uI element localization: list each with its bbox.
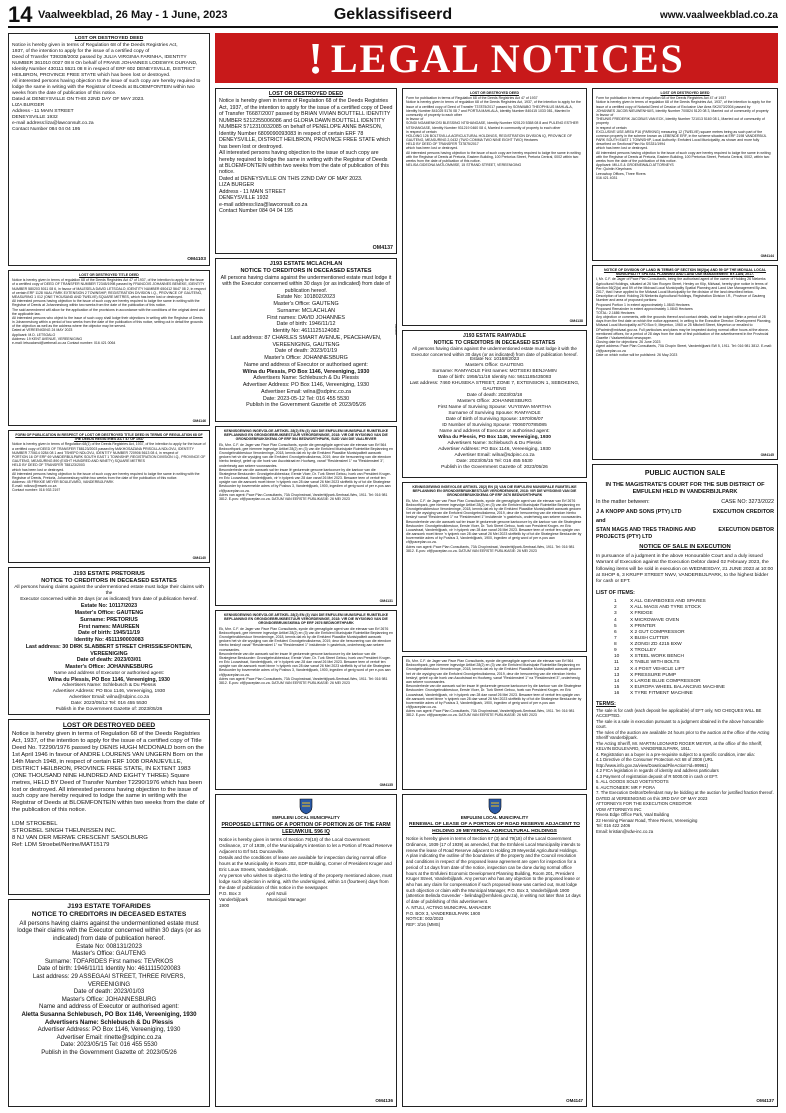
list-item: 9 X TROLLEY [614,648,657,654]
list-item: 12 X 4 POST VEHICLE LIFT [614,666,685,672]
estate-line: Surname: TOFARIDES First names: TEVRKOS [44,957,174,965]
notice-title: KENNISGEWING INGEVOLGE ARTIKEL 28(2) EN (3) VAN DIE EMFULENI MUNISIPALE RUIMTELIKE BEPLANNING EN GRONDGEBRUIKBESTUUR VERORDENINGE, 2018: VIR DIE WYSIGING VAN DIE GRONDGEBRUIKSKEMA OP ERF 2676 BEDWORTHPARK [223,613,389,626]
estate-line: Name and address of Executor or authorised agent: [244,361,368,368]
notice-ref: OM4137 [756,1098,774,1104]
estate-line: J193 ESTATE PRETORIUS [73,571,145,577]
estate-line: All persons having claims against the undermentioned estate must lodge their claims with the Executor concerned within 30 days (or as indicated) from date of publication hereof. [17,919,201,942]
estate-line: Identity No: 4611125124082 [272,328,340,335]
notice-emfuleni-renewal [402,794,587,1107]
estate-line: Master's Office: GAUTENG [72,950,146,958]
estate-line: Advertisers Name: Schlebusch & Du Plessis [44,1018,174,1026]
estate-line: J193 ESTATE TOFARIDES [67,903,151,910]
notice-emfuleni-letting [215,794,397,1107]
municipal-logo [219,797,393,820]
estate-line: Surname: RAMYADLE First names: MOTSEKI BENJAMIN [432,369,557,375]
estate-line: Date of birth: 1956/11/18 Identity No: 5611185435083 [437,375,552,381]
estate-line: NOTICE TO CREDITORS IN DECEASED ESTATES [31,911,187,919]
estate-line: Date: 2023/05/15 Tel: 016 455 5530 [456,458,533,464]
estate-line: Master's Office: JOHANNESBURG [65,664,153,671]
estate-line: Last address: 87 CHARLES SMART AVENUE, PEACEHAVEN, VEREENIGING, GAUTENG [230,334,382,348]
notice-ref: OM4145 [760,452,774,457]
legal-notices-banner [215,33,778,83]
page-header [8,2,778,28]
list-item: 6 X 2 GUT COMPRESSOR [614,629,685,635]
terms-body: The sale is for cash (each deposit fee applicable) of EFT only, NO CHEQUES WILL BE ACCEPTED. The sale is a sale in execution pursuant to a judgment obtained in the above honourable court. The rules of the auction are available 24 hours prior to the auction at the office of the Acting Sheriff Vanderbijlpark. The Acting Sheriff, Mr. MARTIN LEONARD ROGER MEYER, at the office of the Sheriff, KELVIN BOULEVARD, VANDERBIJLPARK, 1911. 4. Registration as a buyer is a pre-requisite subject to a specific condition, inter alia: 4.1 Directive of the Consumer Protection Act 68 of 2008 (URL http://www.info.gov.za/view/DownloadFileAction?id=99961) 4.2 FICA legislation in regards of identity and address particulars 4.3 Payment of registration deposit of R 5000.00 in cash or EFT. 5. ALL GOODS SOLD VOETSTOOTS 6. AUCTIONEER: MR F PORA 7. The Execution Debtor/Defendant may be bidding at the auction for justified fraction thereof. DATED at VEREENIGING on this 3RD DAY OF MAY 2023 ATTORNEYS FOR THE EXECUTION CREDITOR VDW ATTORNEYS INC Rivera Edge Office Park, Vaal Building 22 Henning Pienaar Road, Three Rivers, Vereeniging Tel: 016 422 2406 Email: kristian@vdw-inc.co.za [596,707,774,834]
terms-title: TERMS: [596,701,616,708]
auction-title: PUBLIC AUCTION SALE [644,470,726,477]
notice-lost-deed-3 [402,88,587,326]
debtor-row [596,527,774,541]
notice-estate-tofarides [8,899,210,1107]
creditor-role: EXECUTION CREDITOR [713,509,774,516]
estate-line: Advertisers Name: Schlebusch & Du Plessis [253,375,359,382]
publication-date: Vaalweekblad, 26 May - 1 June, 2023 [38,9,228,21]
estate-line: Wilna du Plessis, PO Box 1146, Vereeniging, 1930 [438,435,551,441]
emfuleni-crest-icon [298,797,314,815]
estate-line: Date of birth: 1946/11/12 [276,321,336,328]
notice-title: NOTICE OF DIVISION OF LAND IN TERMS OF SECTION 56(2)(a) AND 59 OF THE MIDVAAL LOCAL MUNICIPALITY SPATIAL PLANNING AND LAND USE MANAGEMENT BY-LAW, 2017. [603,268,767,277]
estate-line: First Name of Surviving Spouse: VUYISWA MARTHA [437,405,552,411]
sale-body: In pursuance of a judgment in the above Honourable Court and a duly issued Warrant of Execution against the Execution Debtor dated 02 February 2023, the following items will be sold in execution on WEDNESDAY, 21 JUNE 2023 at 10:00 at SHOP 6, 3 KRUPP STREET NWV, VANDERBIJLPARK, to the highest bidder for cash or EFT. [596,554,775,585]
municipal-logo [406,797,583,820]
estate-line: Advertiser Address: PO Box 1146, Vereeniging, 1930 [242,382,370,389]
notice-body: Ek, Mnr. C.F. de Jager van Pace Plan Consultants, synde die gemagtigde agent van die eienaar van Erf 564 Bedworthpark, gee hiermee ingevolge Artikel 28(2) en (3) van die Emfuleni Munisipale Ruimtelike Beplanning en Grondgebruikbestuur Verordeninge, 2018, kennis dat ek by die Emfuleni Plaaslike Munisipaliteit aansoek gedoen het vir die wysiging van die Emfuleni Grondgebruikskema, 2019, deur die hersonering van die eiendom hierbo beskryf, geleë op die hoek van Ascotstraat en Hoofweg, vanaf "Residensieel 1" na "Residensieel 3", onderhewig aan sekere voorwaardes. Besonderhede van die aansoek sal ter insae lê gedurende gewone kantoorure by die kantoor van die Strategiese Bestuurder: Grondgebruikbestuur, Eerste Vloer, Dr. Turk Street Gebou, hoek van President Kruger- en Eric Louwstraat, Vanderbijlpark, vir 'n tydperk van 28 dae vanaf 26 Mei 2023. Besware teen of vertoë ten opsigte van die aansoek moet binne 'n tydperk van 28 dae vanaf 26 Mei 2023 skriftelik by of tot die Strategiese Bestuurder by bovermelde adres of by Posbus 3, Vanderbijlpark, 1900, ingedien of gerig word of per e-pos aan cf@paceplan.co.za. Adres van agent: Pace Plan Consultants, 70A Chopinstraat, Vanderbijlpark-Sentraal-Wes, 1911. Tel: 016 981 3812. E-pos: cf@paceplan.co.za. DATUM VAN EERSTE PUBLIKASIE: 26 MEI 2023 [406,659,582,718]
list-item: 4 X MICROWAVE OVEN [614,617,680,623]
list-item: 13 X PRESSURE PUMP [614,672,677,678]
estate-line: Name and address of Executor or authorised agent: [53,670,165,676]
estate-line: Publish in the Government Gazette of: 2023/05/26 [41,1049,177,1057]
estate-line: NOTICE TO CREDITORS IN DECEASED ESTATES [41,578,177,585]
notice-ref: OM4147 [566,1098,583,1104]
estate-line: Estate No: 10168/2023 [469,357,520,363]
notice-division-of-land [592,265,778,460]
estate-line: Surname: PRETORIUS [80,616,138,623]
exclamation-icon: ! [308,33,325,83]
estate-line: Surname of Surviving Spouse: RAMYADLE [448,411,541,417]
notice-title: LOST OR DESTROYED DEED [469,91,519,95]
notice-body: Notice is hereby given in terms of Regulation 68 of the Deeds Registries Act, 1937, of the intention to apply for the issue of a certified copy of Deed of Transfer T39338/2002 passed by JULIA VIRGINIA FARINHA, IDENTITY NUMBER 361010 0027 08 8 On behalf of FRANS JOHANNES LODEWYK DURAND, Identity Number 430111 5521 08 8 in respect of ERF 602 DENEYSVILLE, DISTRICT HEILBRON, PROVINCE FREE STATE which has been lost or destroyed. All interested persons having objection to the issue of such copy are hereby required to lodge the same in writing with the Registrar of Deeds at BLOEMFONTEIN within two weeks from the date of publication of this notice. Dated at DENEYSVILLE ON THIS 22ND DAY OF MAY 2023. LIZA BURGER Address - 11 MAIN STREET DENEYSVILLE 1932 e-mail address:liza@lawconsult.co.za Contact Number 084 04 04 195 [12,42,201,132]
emfuleni-crest-icon [487,797,503,815]
estate-line: Master's Office: JOHANNESBURG [457,399,532,405]
estate-line: Date of death: 2023/03/01 [76,657,142,664]
notice-body: Ek, Mnr. C.F. de Jager van Pace Plan Consultants, synde die gemagtigde agent van die eienaar van Erf 2676 Bedworthpark, gee hiermee ingevolge Artikel 28(2) en (3) van die Emfuleni Munisipale Ruimtelike Beplanning en Grondgebruikbestuur Verordeninge, 2018, kennis dat ek by die Emfuleni Plaaslike Munisipaliteit aansoek gedoen het vir die wysiging van die Emfuleni Grondgebruikskema, 2019, deur die hersonering van die eiendom hierbo beskryf vanaf "Residensieel 1" na "Residensieel 1" insluitende 'n gastehuis, onderhewig aan sekere voorwaardes. Besonderhede van die aansoek sal ter insae lê gedurende gewone kantoorure by die kantoor van die Strategiese Bestuurder: Grondgebruikbestuur, Eerste Vloer, Dr. Turk Street Gebou, hoek van President Kruger- en Eric Louwstraat, Vanderbijlpark, vir 'n tydperk van 28 dae vanaf 26 Mei 2023. Besware teen of vertoë ten opsigte van die aansoek moet binne 'n tydperk van 28 dae vanaf 26 Mei 2023 skriftelik by of tot die Strategiese Bestuurder by bovermelde adres of by Posbus 3, Vanderbijlpark, 1900, ingedien of gerig word of per e-pos aan cf@paceplan.co.za. Adres van agent: Pace Plan Consultants, 70A Chopinstraat, Vanderbijlpark-Sentraal-Wes, 1911. Tel: 016 981 3812. E-pos: cf@paceplan.co.za. DATUM VAN EERSTE PUBLIKASIE: 26 MEI 2023 [406,498,583,553]
estate-line: Name and address of Executor or authorised agent: [39,1003,179,1011]
estate-line: Name and address of Executor or authorised agent: [439,429,550,435]
estate-line: Surname: MCLACHLAN [276,307,336,314]
notice-ref: OM4137 [372,244,393,251]
notice-ref: OM4131 [379,598,393,603]
estate-line: Publish in the Government Gazette of: 2023/05/26 [246,402,366,409]
page-number: 14 [8,2,33,27]
estate-line: Publish in the Government Gazette of: 2023/05/26 [55,707,163,713]
notice-title: KENNISGEWING INGEVOLGE ARTIKEL 28(2) EN (3) VAN DIE EMFULENI MUNISIPALE RUIMTELIKE BEPLANNING EN GRONDGEBRUIKBESTUUR VERORDENINGE, 2018: VIR DIE WYSIGING VAN DIE GRONDGEBRUIKSKEMA OP ERF 564 BEDWORTHPARK, SUID VAN DIE VAALRIVIER [223,429,389,442]
notice-kennisgewing-col3 [402,482,587,652]
estate-line: Estate No: 008131/2023 [76,942,142,950]
estate-line: Advertiser Email: wilna@sdpinc.co.za [68,695,150,701]
municipality-name: EMFULENI LOCAL MUNICIPALITY [272,815,340,820]
notice-title: LOST OR DESTROYED DEED [74,36,144,41]
estate-line: All persons having claims against the undermentioned estate must lodge it with the Executor concerned within 30 days (or as indicated) from date of publication hereof. [411,346,578,357]
list-item: 15 X EUROPA WHEEL BALANCING MACHINE [614,684,725,690]
notice-kennisgewing-col3-extra [402,656,587,790]
estate-line: Identity No: 4511190003083 [74,637,144,644]
estate-line: Date of death: 2023/01/19 [274,348,338,355]
notice-lost-deed-4 [592,88,778,261]
estate-line: Executor concerned within 30 days (or as indicated) from date of publication hereof. [20,597,198,603]
estate-line: Date: 2023/05/15 Tel: 016 455 5530 [60,1041,158,1049]
estate-line: Aletta Susanna Schlebusch, PO Box 1146, Vereeniging, 1930 [21,1011,197,1019]
notice-estate-pretorius [8,567,210,715]
estate-line: Date of birth: 1945/11/19 [78,630,140,637]
estate-line: First names: DAVID JOHANNES [266,314,346,321]
notice-body: Notice is hereby given in terms of Section 67 (3) and 79(18) of the Local Government Ordinance, 1939 (17 of 1939) as amended, that the Emfuleni Local Municipality intends to renew the lease of Road Reserve adjacent to Holding 29 Meyerdal Agricultural Holdings. A plan indicating the outline of the boundaries of the property and the Council resolution and conditions in respect of the proposed lease agreement are open for inspection for a period of 14 days from date of the notice, inspection can be done during normal office hours at the Emfuleni Economic Development Planning Building, Room 201, President Kruger Street, Vanderbijlpark. Any person who has any objection to the proposed lease or who has any claim for compensation if such proposed lease was carried out, must lodge such objection or claim with the Municipal Manager, P.O. Box 3, Vanderbijlpark 1900 (attention Belinda Govender - belindag@emfuleni.gov.za), in writing not later than 14 days of date of publishing of this advertisement. A. NTULI, ACTING MUNICIPAL MANAGER P.O. BOX 3, VANDERBIJLPARK 1900 NOTICE: 002/2023 REF: 3/16 (MMS) [406,836,581,927]
notice-body: Notice is hereby given in terms of Regulation 68(1) of the Deeds Registries Act, 1937, of the intention to apply for the issue of a certified copy of DEED OF TRANSFER T88123/2003 passed by MAKHOSAZANA PRISCILLA NDLOVU, IDENTITY NUMBER 770614 0284 08 1 and TSHEPO NDLOVU, IDENTITY NUMBER 720906 5613 08 4, in respect of PORTION 16 OF ERF 69 VANDERBIJLPARK SOUTH EAST 1 TOWNSHIP, REGISTRATION DIVISION I.Q., PROVINCE OF GAUTENG, MEASURING 890 (EIGHT HUNDRED AND NINETY) SQUARE METRES HELD BY DEED OF TRANSFER T88123/2003 which has been lost or destroyed. All interested persons having objection to the issue of such copy are hereby required to lodge the same in writing with the Registrar of Deeds, Pretoria, Johannesburg within two weeks from the date of the publication of this notice. Address: 45 FRIKKIE MEYER BOULEVARD, VANDERBIJLPARK E-mail: ndlovu@mweb.co.za Contact number: 016 933 2197 [12,442,206,493]
notice-lost-title-deed [8,270,210,426]
estate-line: Advertisers Name: Schlebusch & Du Plessis [447,441,542,447]
notice-ref: OM4136 [375,1098,393,1104]
list-item: 14 X LARGE BLUE COMPRESSOR [614,678,701,684]
section-title: Geklassifiseerd [333,6,453,23]
notice-ref: OM4135 [379,782,393,787]
estate-line: All persons having claims against the undermentioned estate must lodge their claims with the [14,585,204,597]
estate-line: NOTICE TO CREDITORS IN DECEASED ESTATES [240,267,372,274]
notice-body: Ek, Mnr. C.F. de Jager van Pace Plan Consultants, synde die gemagtigde agent van die eienaar van Erf 564 Bedworthpark, gee hiermee ingevolge Artikel 28(2) en (3) van die Emfuleni Munisipale Ruimtelike Beplanning en Grondgebruikbestuur Verordeninge, 2018, kennis dat ek by die Emfuleni Plaaslike Munisipaliteit aansoek gedoen het vir die wysiging van die Emfuleni Grondgebruikskema, 2019, deur die hersonering van die eiendom hierbo beskryf, geleë op die hoek van Ascotstraat en Hoofweg, vanaf "Residensieel 1" na "Residensieel 3", onderhewig aan sekere voorwaardes. Besonderhede van die aansoek sal ter insae lê gedurende gewone kantoorure by die kantoor van die Strategiese Bestuurder: Grondgebruikbestuur, Eerste Vloer, Dr. Turk Street Gebou, hoek van President Kruger- en Eric Louwstraat, Vanderbijlpark, vir 'n tydperk van 28 dae vanaf 26 Mei 2023. Besware teen of vertoë ten opsigte van die aansoek moet binne 'n tydperk van 28 dae vanaf 26 Mei 2023 skriftelik by of tot die Strategiese Bestuurder by bovermelde adres of by Posbus 3, Vanderbijlpark, 1900, ingedien of gerig word of per e-pos aan cf@paceplan.co.za. Adres van agent: Pace Plan Consultants, 70A Chopinstraat, Vanderbijlpark-Sentraal-Wes, 1911. Tel: 016 981 3812. E-pos: cf@paceplan.co.za. DATUM VAN EERSTE PUBLIKASIE: 26 MEI 2023 [219,442,393,501]
debtor-name: STAN MAGS AND TRES TRADING AND PROJECTS (PTY) LTD [596,526,696,540]
estate-line: Date: 2023/05/12 Tel: 016 455 5530 [70,701,148,707]
notice-estate-mclachlan [215,258,397,422]
notice-title: RENEWAL OF LEASE OF A PORTION OF ROAD RESERVE ADJACENT TO HOLDING 29 MEYERDAL AGRICULTURAL HOLDINGS [409,822,580,834]
estate-line: Advertiser Address: PO Box 1146, Vereeniging, 1930 [52,689,166,695]
notice-body: Notice is hereby given in terms of regulation 68 of the Deeds Registries Act 47 of 1937, of the intention to apply for the issue of a certified copy of DEED OF TRANSFER NUMBER T2345/1998 passed by FRANCOIS JOHANNES BENEKE, IDENTITY NUMBER 580203 5011 08 6, in favour of MALESELA DAVID LETSOALO, IDENTITY NUMBER 650412 5647 08 2, in respect of certain ERF 1128 VAAL PARK EXTENSION 2 TOWNSHIP, REGISTRATION DIVISION I.Q., PROVINCE OF GAUTENG, MEASURING 1 012 (ONE THOUSAND AND TWELVE) SQUARE METRES, which has been lost or destroyed. All interested persons having objection to the issue of such copy are hereby required to lodge the same in writing with the Registrar of Deeds at Johannesburg within two weeks from the date of the publication of this notice. The said amendment will allow for the application of the provisions in accordance with the conditions of the original deed and the applicable law. All interested persons who object to the issue of such copy shall lodge their objections in writing with the Registrar of Deeds in Johannesburg within a period of two weeks from the date of the publication of this notice, setting out in detail the grounds of the objection as well as the address where the objector may be served. Dated at VEREENIGING 24 MAY 2023 Applicant: M.D. LETSOALO Address: 19 KENT AVENUE, VEREENIGING e-mail: letsoalomd@webmail.co.za Contact number: 016 421 0064 [12,278,206,345]
notice-title: LOST OR DESTROYED DEED [62,722,156,729]
and-label: and [596,518,606,525]
case-row [596,499,774,506]
estate-line: J193 ESTATE MCLACHLAN [269,261,343,267]
estate-line: First names: MAUREEN [78,623,140,630]
notice-body: Ek, Mnr. C.F. de Jager van Pace Plan Consultants, synde die gemagtigde agent van die eienaar van Erf 2676 Bedworthpark, gee hiermee ingevolge Artikel 28(2) en (3) van die Emfuleni Munisipale Ruimtelike Beplanning en Grondgebruikbestuur Verordeninge, 2018, kennis dat ek by die Emfuleni Plaaslike Munisipaliteit aansoek gedoen het vir die wysiging van die Emfuleni Grondgebruikskema, 2019, deur die hersonering van die eiendom hierbo beskryf vanaf "Residensieel 1" na "Residensieel 1" insluitende 'n gastehuis, onderhewig aan sekere voorwaardes. Besonderhede van die aansoek sal ter insae lê gedurende gewone kantoorure by die kantoor van die Strategiese Bestuurder: Grondgebruikbestuur, Eerste Vloer, Dr. Turk Street Gebou, hoek van President Kruger- en Eric Louwstraat, Vanderbijlpark, vir 'n tydperk van 28 dae vanaf 26 Mei 2023. Besware teen of vertoë ten opsigte van die aansoek moet binne 'n tydperk van 28 dae vanaf 26 Mei 2023 skriftelik by of tot die Strategiese Bestuurder by bovermelde adres of by Posbus 3, Vanderbijlpark, 1900, ingedien of gerig word of per e-pos aan cf@paceplan.co.za. Adres van agent: Pace Plan Consultants, 70A Chopinstraat, Vanderbijlpark-Sentraal-Wes, 1911. Tel: 016 981 3812. E-pos: cf@paceplan.co.za. DATUM VAN EERSTE PUBLIKASIE: 26 MEI 2023 [219,626,393,685]
list-item: 5 X PRINTER [614,623,656,629]
municipality-name: EMFULENI LOCAL MUNICIPALITY [460,815,529,820]
notice-kennisgewing-erf-564 [215,426,397,606]
estate-line: Last address: 29 ASSEGAAI STREET, THREE RIVERS, VEREENIGING [32,972,186,988]
estate-line: Estate No: 10117/2023 [80,603,138,610]
notice-title: LOST OR DESTROYED DEED [268,91,344,97]
notice-body: I, Mr. C.F. de Jager of Pace Plan Consultants, being the authorised agent of the owner of Holding 26 Niekerks Agricultural Holdings, situated at 26 Van Rooyen Street, Henley on Klip, Midvaal, hereby give notice in terms of Section 56(2)(a) and 59 of the Midvaal Local Municipality Spatial Planning and Land Use Management By-law, 2017, that I have applied to the Midvaal Local Municipality for the division of the land described below. Description of land: Holding 26 Niekerks Agricultural Holdings, Registration Division I.R., Province of Gauteng Number and area of proposed portions: Proposed Portion 1 in extent approximately 1.0843 Hectares Proposed Remainder in extent approximately 1.0843 Hectares TOTAL: 2.1686 Hectares Any objection or comments, with the grounds thereof and contact details, shall be lodged within a period of 28 days from the first date on which the notice appeared, in writing to the Executive Director: Development Planning, Midvaal Local Municipality at PO Box 9, Meyerton, 1960 or 25 Mitchell Street, Meyerton or emailed to DPadmin@midvaal.gov.za. Full particulars and plans may be inspected during normal office hours at the above-mentioned offices, for a period of 28 days from the date of first publication of the advertisement in the Provincial Gazette / Vaalweekblad newspaper. Closing date for objections: 26 June 2023 Agent address: Pace Plan Consultants, 70A Chopin Street, Vanderbijlpark SW 5, 1911. Tel: 016 981 3812. E-mail: cf@paceplan.co.za Date on which notice will be published: 26 May 2023 [596,277,772,357]
estate-line: Publish in the Government Gazette of: 2023/05/26 [441,464,548,470]
notice-estate-ramyadle [402,330,587,478]
list-item: 7 X BUSH CUTTER [614,635,669,641]
sale-title: NOTICE OF SALE IN EXECUTION [639,543,731,550]
notice-ref: OM4138 [569,318,583,323]
notice-form-of-publication [8,430,210,563]
banner-title: LEGAL NOTICES [330,35,685,81]
notice-title: FORM OF PUBLICATION IN RESPECT OF LOST OR DESTROYED TITLE DEED IN TERMS OF REGULATION 68 OF THE DEEDS REGISTRIES ACT 47 OF 1937 [15,433,203,442]
list-item: 2 X ALL MAGS AND TYRE STOCK [614,605,702,611]
list-item: 11 X TABLE WITH BOLTS [614,660,680,666]
list-item: 1 X ALL GEARBOXES AND SPARES [614,599,706,605]
items-list [614,599,774,697]
notice-title: PROPOSED LETTING OF A PORTION OF PORTION 26 OF THE FARM LEEUWKUIL 596 IQ [221,822,391,836]
notice-ref: OM4146 [192,418,206,423]
case-number: CASE NO: 3273/2022 [721,499,774,506]
notice-body: Notice is hereby given in terms of Section 79(18) of the Local Government Ordinance, 17 of 1939, of the Municipality's intention to let a Portion of Road Reserve Adjacent to Erf 541 Duncanville. Details and the conditions of lease are available for inspection during normal office hours at the Municipality in Room 202, EDP Building, Corner of President Kruger and Eric Louw Streets, Vanderbijlpark. Any person who wishes to object to the letting of the property mentioned above, must lodge such objection in writing, with the undersigned, within 14 (fourteen) days from the date of publication of this notice in the newspaper. P.O. Box 3 April Nzuli Vanderbijlpark Municipal Manager 1900 [219,836,393,908]
estate-line: Master's Office: GAUTENG [74,610,144,617]
estate-line: ID Number of Surviving Spouse: 7006070785085 [442,423,547,429]
notice-kennisgewing-erf-2676 [215,610,397,790]
notice-public-auction [592,464,778,1107]
debtor-role: EXECUTION DEBTOR [718,526,774,533]
notice-lost-deed-1 [8,33,210,266]
estate-line: J193 ESTATE RAMYADLE [462,333,527,339]
notice-ref: OM4140 [192,555,206,560]
estate-line: Date of birth: 1946/11/11 Identity No: 4611115020083 [37,965,181,973]
notice-lost-deed-oranjeville [8,719,210,895]
notice-body: Notice is hereby given in terms of Regulation 68 of the Deeds Registries Act, 1937, of the intention to apply for the issue of a certified copy of Deed of Transfer T6687/2007 passed by BRIAN VIVIAN BOUTTELL IDENTITY NUMBER 5212255006086 and GLORIA DAWN BOUTTELL IDENTITY NUMBER 5712310032085 on behalf of PENELOPE ANNE BARSON, Identity Number 6809090093083 in respect of certain ERF 78 DENEYSVILLE, DISTRICT HEILBRON, PROVINCE FREE STATE which has been lost or destroyed. All interested persons having objection to the issue of such copy are hereby required to lodge the same in writing with the Registrar of Deeds at BLOEMFONTEIN within two weeks from the date of publication of this notice. Dated at DENEYSVILLE ON THIS 22ND DAY OF MAY 2023. LIZA BURGER Address - 11 MAIN STREET DENEYSVILLE 1932 e-mail address:liza@lawconsult.co.za Contact Number 084 04 04 195 [219,98,393,215]
list-title: LIST OF ITEMS: [596,589,635,596]
estate-line: Master's Office: GAUTENG [273,301,339,308]
estate-line: Last address: 30 DIRK SLABBERT STREET CHRISSIESFONTEIN, VEREENIGING [25,643,193,657]
estate-line: Date of death: 2023/01/03 [73,988,145,996]
estate-line: Advertiser Email: wilna@sdpinc.co.za [261,388,351,395]
estate-line: Last address: 7460 KHUSEKA STREET, ZONE 7, EXTENSION 1, SEBOKENG, GAUTENG [409,381,580,393]
notice-title: KENNISGEWING INGEVOLGE ARTIKEL 28(2) EN (3) VAN DIE EMFULENI MUNISIPALE RUIMTELIKE BEPLANNING EN GRONDGEBRUIKBESTUUR VERORDENINGE, 2018: VIR DIE WYSIGING VAN DIE GRONDGEBRUIKSKEMA OP ERF 2676 BEDWORTHPARK [412,485,577,498]
notice-title: LOST OR DESTROYED TITLE DEED [79,273,139,277]
creditor-name: J A KNOPP AND SONS (PTY) LTD [596,509,682,516]
website-link[interactable]: www.vaalweekblad.co.za [659,10,778,21]
estate-line: Wilna du Plessis, PO Box 1146, Vereeniging, 1930 [48,676,170,683]
creditor-row [596,509,774,516]
estate-line: Master's Office: GAUTENG [465,363,524,369]
list-item: 3 X FRIDGE [614,611,653,617]
list-item: 8 X ZONGI ZD 4215 BXW [614,642,682,648]
list-item: 16 X TYRE FITMENT MACHINE [614,691,693,697]
estate-line: Date of death: 2023/03/18 [466,393,523,399]
estate-line: Master's Office: JOHANNESBURG [61,995,157,1003]
notice-title: LOST OR DESTROYED DEED [660,91,710,95]
notice-lost-deed-2 [215,88,397,254]
estate-line: Advertiser Email: rinette@sdpinc.co.za [56,1033,162,1041]
list-item: 10 X STEEL WORK BENCH [614,654,684,660]
estate-line: Date of Birth of Surviving Spouse: 1970/06/07 [445,417,544,423]
estate-line: Date: 2023-05-12 Tel: 016 455 5530 [262,395,350,402]
court-name: IN THE MAGISTRATE'S COURT FOR THE SUB DISTRICT OF EMFULENI HELD IN VANDERBIJLPARK [605,481,765,496]
estate-line: All persons having claims against the undermentioned estate must lodge it with the Executor concerned within 30 days (or as indicated) from date of publication hereof. [220,274,392,294]
estate-line: Master's Office: JOHANNESBURG [264,355,348,362]
estate-line: Advertiser Email: wilna@sdpinc.co.za [454,453,535,458]
estate-line: Advertiser Address: PO Box 1146, Vereeniging, 1930 [438,447,551,453]
estate-line: Estate No: 101802/2023 [276,294,336,301]
notice-ref: OM4103 [187,257,206,263]
estate-line: Wilna du Plessis, PO Box 1146, Vereeniging, 1930 [242,368,370,375]
notice-body: Form for publication in terms of regulation 68 of the Deeds Registries Act 47 of 1937 Notice is hereby given in terms of regulation 68 of the Deeds Registries Act, 1937, of the intention to apply for the issue of a certified copy of Notarial Deed of Cession of Exclusive Use Area SK2073/2004 passed by JOHANNES JACOB NIEUWENHUIS, Identity Number 700824 5120 08 3, Married out of community of property in favour of THEUNIS FREDERIK JACOBUS VAN ECK, Identity Number 721013 5160 08 1, Married out of community of property in respect of certain EXCLUSIVE USE AREA P16 (PARKING) measuring 12 (TWELVE) square metres being as such part of the common property in the scheme known as LEBENDE ERF, in the scheme situated at ERF 2198 VANDERBIJL PARK SOUTH EAST 1 TOWNSHIP, Local Authority: Emfuleni Local Municipality, as shown and more fully described on Sectional Plan No SS331/1994 which has been lost or destroyed. All interested persons having objection to the issue of such copy are hereby required to lodge the same in writing with the Registrar of Deeds at Pretoria, Eastern Building, 100 Pretorius Street, Pretoria Central, 0002, within two weeks from the date of the publication of this notice. Applicant: MILLS & GROENEWALD ATTORNEYS Per: Quintin Kleynhans Leeuwkop Offices, Three Rivers 016 421 4031 [596,96,771,180]
estate-line: Advertisers Name: Schlebusch & Du Plessis [61,683,157,689]
notice-body: Form for publication in terms of Regulation 68 of the Deeds Registries Act 47 of 1937 Notice is hereby given in terms of regulation 68 of the Deeds Registries Act, 1937, of the intention to apply for the issue of a certified copy of Deed of Transfer T37875/2017 passed by SONWABO THEOPHILUS MAHLALA, Identity Number 841025 5176 08 7 and PORTIA MAHLALA, Identity Number 840415 1033 081, Married in community of property to each other in favour of SONDI NGAMENKOSI BLESSING NTSHANGASE, Identity Number 920120 5358 08 8 and PULENG ESTHER NTSHANGASE, Identity Number 931219 0460 08 4, Married in community of property to each other in respect of certain HOLDING 126 BOLTSVILLA AGRICULTURAL HOLDINGS, REGISTRATION DIVISION IQ, PROVINCE OF GAUTENG, MEASURING 2,0432 (TWO COMMA TWO NINE EIGHT TWO) Hectares HELD BY DEED OF TRANSFER T37875/2017 which has been lost or destroyed. All interested persons having objection to the issue of such copy are hereby required to lodge the same in writing with the Registrar of Deeds at Pretoria, Eastern Building, 100 Pretorius Street, Pretoria Central, 0002 within two weeks from the date of publication of this notice. NELISA GIDEONA MATLOMMISE, 15 STRAND STREET, VEREENIGING [406,96,581,168]
estate-line: NOTICE TO CREDITORS IN DECEASED ESTATES [433,339,556,346]
notice-body: Notice is hereby given in terms of Regulation 68 of the Deeds Registries Act, 1937, of the intention to apply for the issue of a certified copy of Title Deed No. T2290/1976 passed by DENIS HUGH MCDONALD born on the 1st April 1946 in favour of ANDRE LOURENS VAN UNGERN Born on the 14th March 1948, in respect of certain ERF 1008 ORANJEVILLE, DISTRICT HEILBRON, PROVINCE FREE STATE, IN EXTENT 1983 (ONE THOUSAND NINE HUNDRED AND EIGHTY THREE) Square metres, HELD BY Deed of Transfer Number T2290/1976 which has been lost or destroyed. All interested persons having objection to the issue of such copy are hereby required to lodge the same in writing with the Registrar of Deeds at BLOEMFONTEIN within two weeks from the date of the publication of this notice. LDM STROEBEL STROEBEL SINGH THEUNISSEN INC. 8 NJ VAN DER MERWE CRESCENT SASOLBURG Ref: LDM Stroebel/Nerine/MAT15179 [12,730,205,849]
matter-label: In the matter between: [596,499,650,506]
side-code: OM4097 [394,323,398,336]
notice-ref: OM4144 [760,253,774,258]
estate-line: Advertiser Address: PO Box 1146, Vereeniging, 1930 [37,1026,181,1034]
